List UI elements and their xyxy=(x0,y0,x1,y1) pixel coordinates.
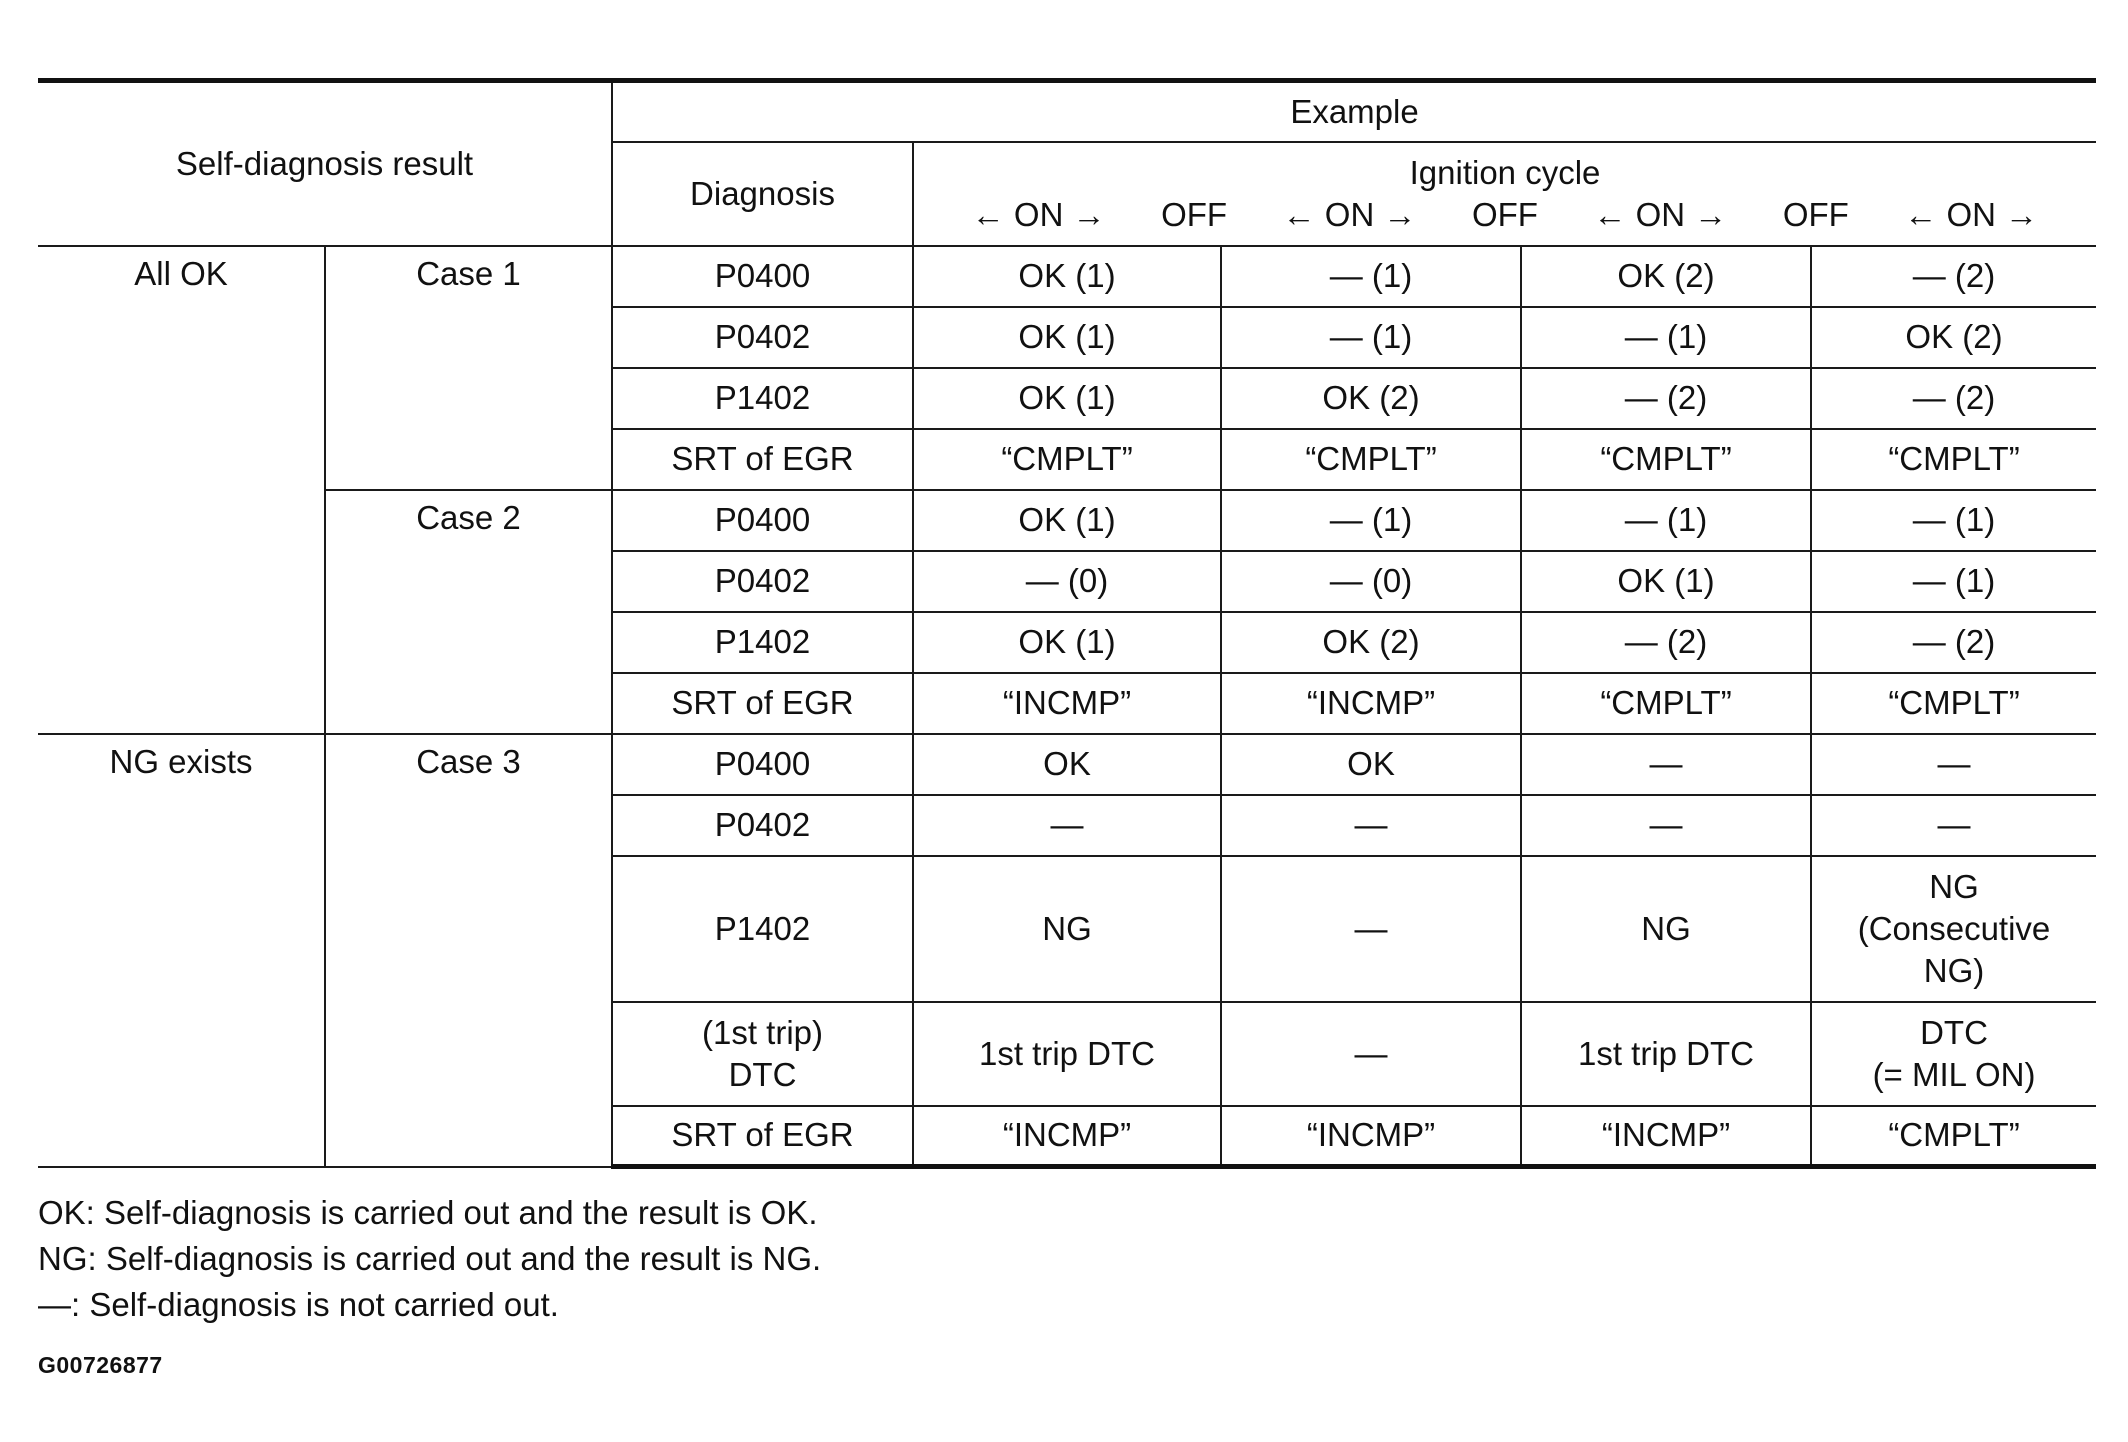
header-row-example xyxy=(38,81,2096,142)
result-cell-all-ok: All OK xyxy=(38,246,325,734)
value-cell: — (0) xyxy=(913,551,1221,612)
value-cell-multiline xyxy=(1811,856,2096,1002)
value-cell: — (2) xyxy=(1811,368,2096,429)
value-cell: — xyxy=(913,795,1221,856)
value-cell: “INCMP” xyxy=(913,673,1221,734)
legend-note-dash: —: Self-diagnosis is not carried out. xyxy=(38,1286,559,1323)
legend-notes xyxy=(38,1190,821,1328)
value-cell: OK xyxy=(913,734,1221,795)
legend-note-ok: OK: Self-diagnosis is carried out and the result is OK. xyxy=(38,1194,818,1231)
value-cell: OK (1) xyxy=(913,490,1221,551)
value-cell: NG xyxy=(1521,856,1811,1002)
legend-note-ng: NG: Self-diagnosis is carried out and the result is NG. xyxy=(38,1240,822,1277)
value-cell: — (1) xyxy=(1521,490,1811,551)
value-cell: 1st trip DTC xyxy=(913,1002,1221,1106)
value-cell: — xyxy=(1221,1002,1521,1106)
value-cell: “INCMP” xyxy=(1221,1106,1521,1167)
value-cell: — (1) xyxy=(1811,490,2096,551)
diagnosis-cell: P1402 xyxy=(612,612,913,673)
value-cell: OK (2) xyxy=(1521,246,1811,307)
value-cell: OK (1) xyxy=(913,246,1221,307)
value-cell: — xyxy=(1521,734,1811,795)
cycle-state: OFF xyxy=(1471,195,1538,233)
value-cell: “CMPLT” xyxy=(1811,1106,2096,1167)
diagnosis-line: DTC xyxy=(728,1055,797,1093)
figure-id: G00726877 xyxy=(38,1352,163,1378)
value-cell: — (1) xyxy=(1221,246,1521,307)
value-cell: “CMPLT” xyxy=(1221,429,1521,490)
value-cell: — xyxy=(1811,734,2096,795)
value-cell: “INCMP” xyxy=(913,1106,1221,1167)
value-cell: OK (2) xyxy=(1811,307,2096,368)
value-line: (Consecutive xyxy=(1857,909,2051,947)
diagnosis-cell: P0402 xyxy=(612,551,913,612)
ignition-cycle-header xyxy=(913,142,2096,246)
value-cell: “INCMP” xyxy=(1221,673,1521,734)
table-row xyxy=(38,246,2096,307)
value-cell: OK (2) xyxy=(1221,368,1521,429)
cycle-state: ← ON → xyxy=(1282,195,1417,233)
value-cell-multiline xyxy=(1811,1002,2096,1106)
value-cell: — (2) xyxy=(1811,612,2096,673)
value-cell: — xyxy=(1221,856,1521,1002)
case-cell: Case 3 xyxy=(325,734,612,1167)
case-cell: Case 1 xyxy=(325,246,612,490)
diagnosis-cell: P1402 xyxy=(612,368,913,429)
diagnosis-line: (1st trip) xyxy=(701,1013,823,1051)
example-header: Example xyxy=(612,81,2096,142)
value-cell: OK (1) xyxy=(913,368,1221,429)
value-cell: — (1) xyxy=(1811,551,2096,612)
value-line: NG xyxy=(1929,867,1979,905)
value-cell: — (1) xyxy=(1221,490,1521,551)
ignition-cycle-states xyxy=(914,195,2096,235)
value-cell: — (2) xyxy=(1521,368,1811,429)
value-cell: OK xyxy=(1221,734,1521,795)
value-cell: “CMPLT” xyxy=(1521,673,1811,734)
diagnosis-cell: P0402 xyxy=(612,307,913,368)
diagnosis-cell-multiline xyxy=(612,1002,913,1106)
value-cell: “INCMP” xyxy=(1521,1106,1811,1167)
ignition-cycle-label: Ignition cycle xyxy=(1409,153,1601,191)
result-cell-ng-exists: NG exists xyxy=(38,734,325,1167)
value-cell: — xyxy=(1521,795,1811,856)
cycle-state: ← ON → xyxy=(971,195,1106,233)
value-cell: OK (1) xyxy=(913,612,1221,673)
cycle-state: ← ON → xyxy=(1593,195,1728,233)
diagnosis-cell: SRT of EGR xyxy=(612,1106,913,1167)
value-cell: 1st trip DTC xyxy=(1521,1002,1811,1106)
value-cell: OK (1) xyxy=(913,307,1221,368)
diagnosis-cell: SRT of EGR xyxy=(612,673,913,734)
value-cell: — (2) xyxy=(1521,612,1811,673)
diagnosis-header: Diagnosis xyxy=(612,142,913,246)
value-cell: NG xyxy=(913,856,1221,1002)
value-cell: “CMPLT” xyxy=(1811,429,2096,490)
case-cell: Case 2 xyxy=(325,490,612,734)
value-cell: “CMPLT” xyxy=(913,429,1221,490)
table-row xyxy=(38,734,2096,795)
table-row xyxy=(38,490,2096,551)
cycle-state: OFF xyxy=(1161,195,1228,233)
value-line: (= MIL ON) xyxy=(1872,1055,2036,1093)
self-diagnosis-result-header: Self-diagnosis result xyxy=(38,81,612,246)
self-diagnosis-table xyxy=(38,78,2096,1169)
diagnosis-cell: P0400 xyxy=(612,734,913,795)
diagnosis-cell: P0400 xyxy=(612,490,913,551)
value-cell: OK (1) xyxy=(1521,551,1811,612)
diagnosis-cell: P0400 xyxy=(612,246,913,307)
value-cell: OK (2) xyxy=(1221,612,1521,673)
cycle-state: ← ON → xyxy=(1904,195,2039,233)
value-cell: — (1) xyxy=(1221,307,1521,368)
diagnosis-cell: P1402 xyxy=(612,856,913,1002)
value-cell: “CMPLT” xyxy=(1521,429,1811,490)
value-cell: — xyxy=(1811,795,2096,856)
value-cell: — (0) xyxy=(1221,551,1521,612)
diagnosis-cell: SRT of EGR xyxy=(612,429,913,490)
diagnosis-cell: P0402 xyxy=(612,795,913,856)
value-cell: — (2) xyxy=(1811,246,2096,307)
cycle-state: OFF xyxy=(1782,195,1849,233)
value-line: NG) xyxy=(1923,951,1985,989)
value-cell: — (1) xyxy=(1521,307,1811,368)
value-cell: — xyxy=(1221,795,1521,856)
value-cell: “CMPLT” xyxy=(1811,673,2096,734)
value-line: DTC xyxy=(1920,1013,1988,1051)
